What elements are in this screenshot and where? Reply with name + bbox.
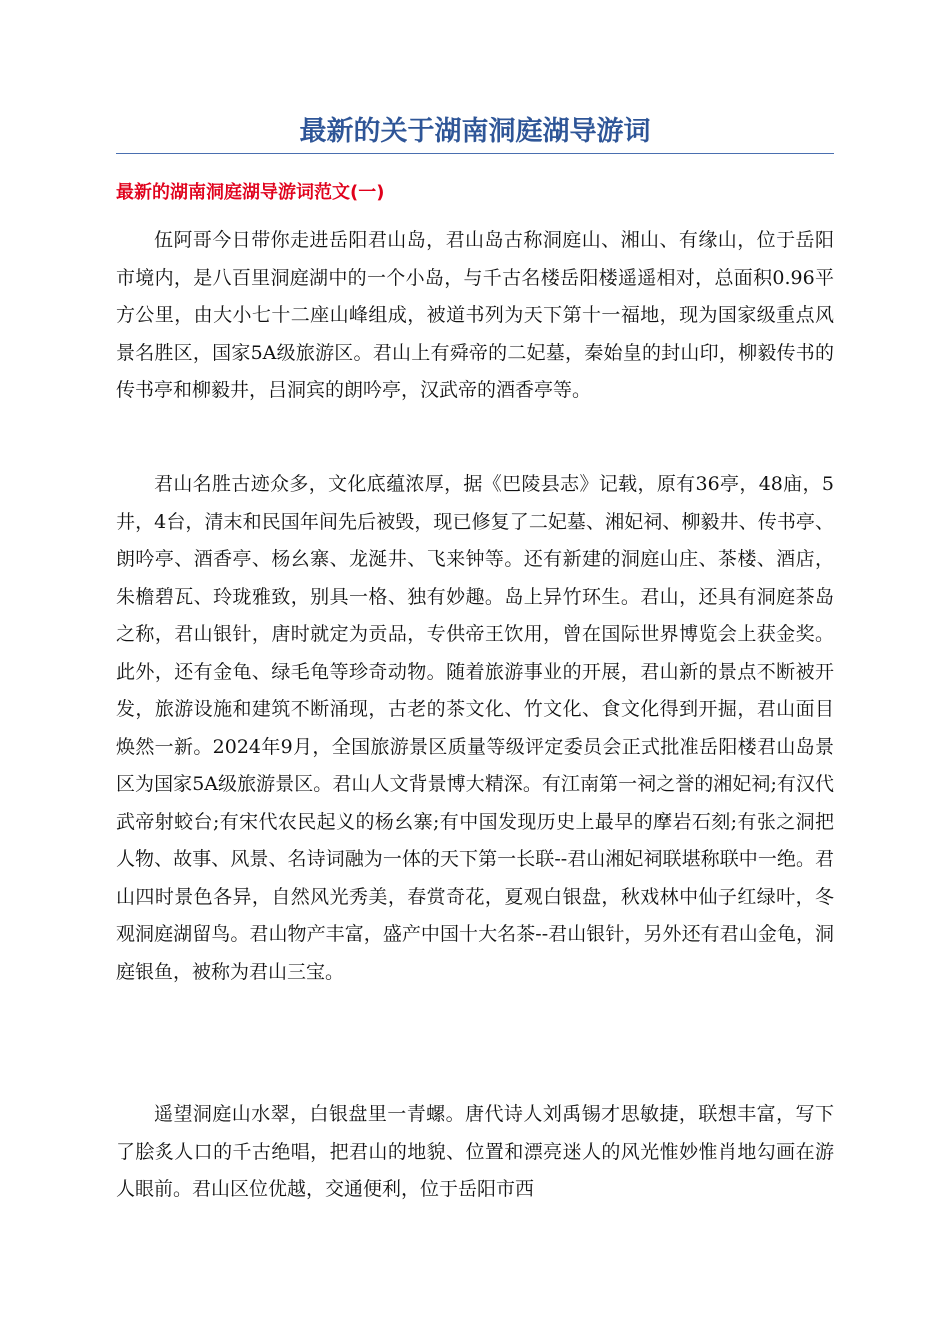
body-paragraph-1: 伍阿哥今日带你走进岳阳君山岛，君山岛古称洞庭山、湘山、有缘山，位于岳阳市境内，是八百里洞庭湖中的一个小岛，与千古名楼岳阳楼遥遥相对，总面积0.96平方公里，由大小七十二座山峰组成，被道书列为天下第十一福地，现为国家级重点风景名胜区，国家5A级旅游区。君山上有舜帝的二妃墓，秦始皇的封山印，柳毅传书的传书亭和柳毅井，吕洞宾的朗吟亭，汉武帝的酒香亭等。 — [116, 229, 834, 401]
body-paragraph-2: 君山名胜古迹众多，文化底蕴浓厚，据《巴陵县志》记载，原有36亭，48庙，5井，4台，清末和民国年间先后被毁，现已修复了二妃墓、湘妃祠、柳毅井、传书亭、朗吟亭、酒香亭、杨幺寨、龙涎井、飞来钟等。还有新建的洞庭山庄、茶楼、酒店，朱檐碧瓦、玲珑雅致，别具一格、独有妙趣。岛上异竹环生。君山，还具有洞庭茶岛之称，君山银针，唐时就定为贡品，专供帝王饮用，曾在国际世界博览会上获金奖。此外，还有金龟、绿毛龟等珍奇动物。随着旅游事业的开展，君山新的景点不断被开发，旅游设施和建筑不断涌现，古老的茶文化、竹文化、食文化得到开掘，君山面目焕然一新。2024年9月，全国旅游景区质量等级评定委员会正式批准岳阳楼君山岛景区为国家5A级旅游景区。君山人文背景博大精深。有江南第一祠之誉的湘妃祠;有汉代武帝射蛟台;有宋代农民起义的杨幺寨;有中国发现历史上最早的摩岩石刻;有张之洞把人物、故事、风景、名诗词融为一体的天下第一长联--君山湘妃祠联堪称联中一绝。君山四时景色各异，自然风光秀美，春赏奇花，夏观白银盘，秋戏林中仙子红绿叶，冬观洞庭湖留鸟。君山物产丰富，盛产中国十大名茶--君山银针，另外还有君山金龟，洞庭银鱼，被称为君山三宝。 — [116, 473, 834, 983]
title-divider — [116, 153, 834, 154]
body-paragraph-3: 遥望洞庭山水翠，白银盘里一青螺。唐代诗人刘禹锡才思敏捷，联想丰富，写下了脍炙人口的千古绝唱，把君山的地貌、位置和漂亮迷人的风光惟妙惟肖地勾画在游人眼前。君山区位优越，交通便利，位于岳阳市西 — [116, 1103, 834, 1200]
section-heading: 最新的湖南洞庭湖导游词范文(一) — [116, 182, 385, 203]
document-title: 最新的关于湖南洞庭湖导游词 — [299, 116, 651, 147]
